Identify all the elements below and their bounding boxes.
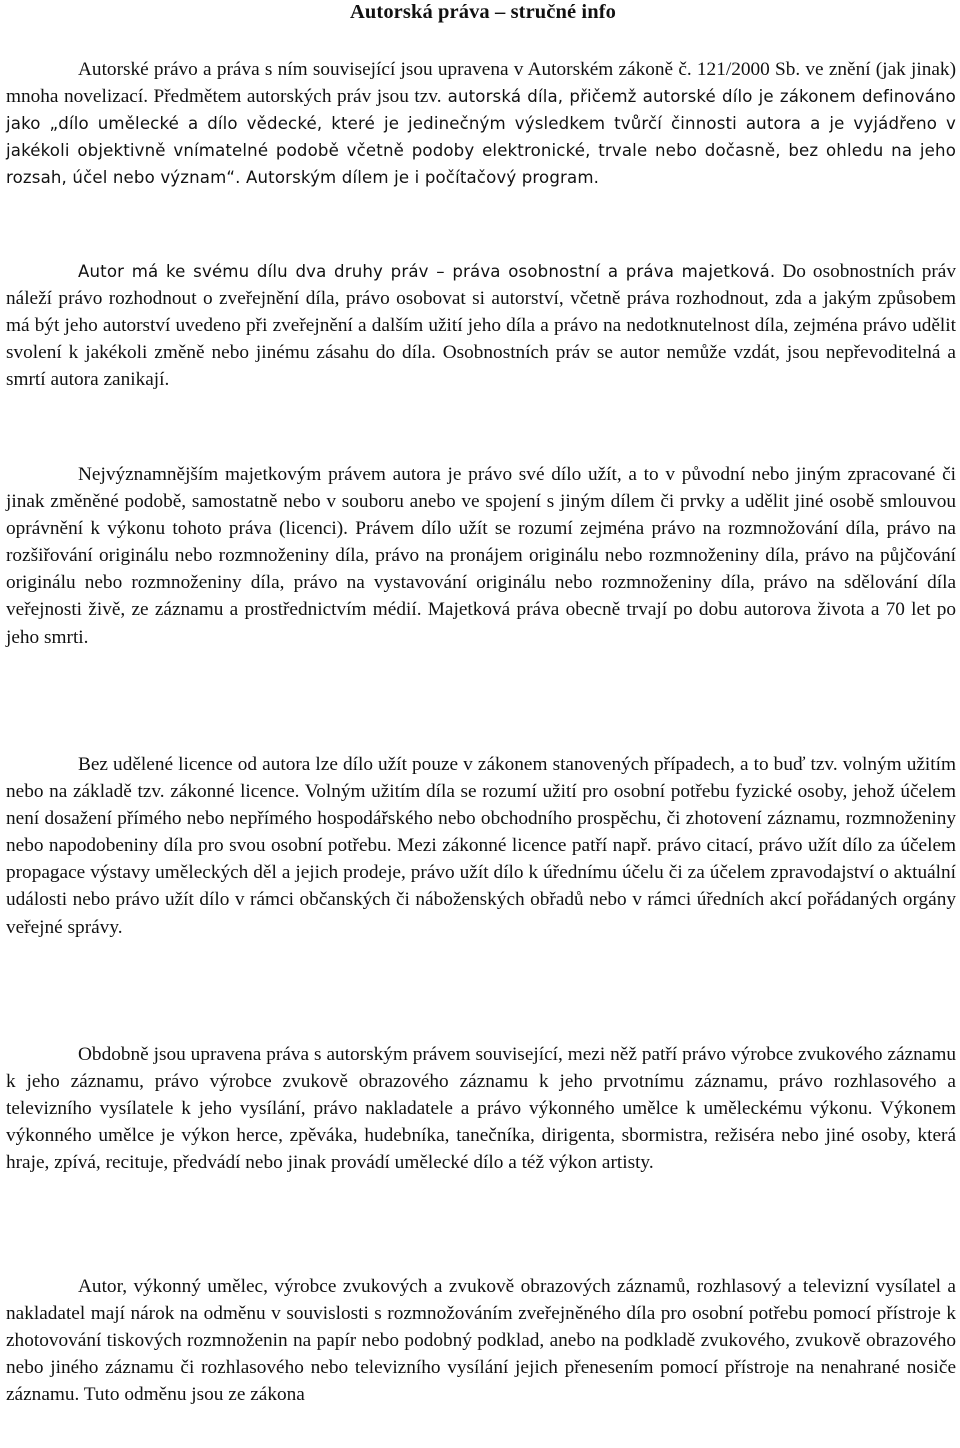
paragraph-free-use: Bez udělené licence od autora lze dílo užít pouze v zákonem stanovených případech, a to buď tzv. volným užitím nebo na základě tzv. zákonné licence. Volným užitím díla se rozumí užití pro osobní potřebu fyzické osoby, jehož účelem není dosažení přímého nebo nepřímého hospodářského nebo obchodního prospěchu, či zhotovení záznamu, rozmnoženiny nebo napodobeniny díla pro svou osobní potřebu. Mezi zákonné licence patří např. právo citací, právo užít dílo za účelem propagace výstavy uměleckých děl a jejich prodeje, právo užít dílo k úřednímu účelu či za účelem zpravodajství o aktuální události nebo právo užít dílo v rámci občanských či náboženských obřadů nebo v rámci úředních akcí pořádaných orgány veřejné správy. <box>6 754 956 938</box>
paragraph-related-rights: Obdobně jsou upravena práva s autorským právem související, mezi něž patří právo výrobce zvukového záznamu k jeho záznamu, právo výrobce zvukově obrazového záznamu k jeho prvotnímu záznamu, právo rozhlasového a televizního vysílatele k jeho vysílání, právo nakladatele a právo výkonného umělce k uměleckému výkonu. Výkonem výkonného umělce je výkon herce, zpěváka, hudebníka, tanečníka, dirigenta, sbormistra, režiséra nebo jiné osoby, která hraje, zpívá, recituje, předvádí nebo jinak provádí umělecké dílo a též výkon artisty. <box>6 1044 956 1174</box>
paragraph-intro-text: Autorské právo a práva s ním související jsou upravena v Autorském zákoně č. 121/2000 Sb. ve znění (jak jinak) mnoha novelizací. Předmětem autorských práv jsou tzv. <box>6 59 956 108</box>
paragraph-rights-types <box>6 258 956 393</box>
paragraph-rights-types-lead: Autor má ke svému dílu dva druhy práv – práva osobnostní a práva majetková. <box>78 262 776 281</box>
paragraph-intro-definition: autorská díla, přičemž autorské dílo je zákonem definováno jako „dílo umělecké a dílo vědecké, které je jedinečným výsledkem tvůrčí činnosti autora a je vyjádřeno v jakékoli objektivně vnímatelné podobě včetně podoby elektronické, trvale nebo dočasně, bez ohledu na jeho rozsah, účel nebo význam“. Autorským dílem je i počítačový program. <box>6 87 956 188</box>
paragraph-rights-types-text: Do osobnostních práv náleží právo rozhodnout o zveřejnění díla, právo osobovat si autorství, včetně práva rozhodnout, zda a jakým způsobem má být jeho autorství uvedeno při zveřejnění a dalším užití jeho díla a právo na nedotknutelnost díla, zejména právo udělit svolení k jakékoli změně nebo jinému zásahu do díla. Osobnostních práv se autor nemůže vzdát, jsou nepřevoditelná a smrtí autora zanikají. <box>6 261 956 391</box>
document-page <box>6 0 956 1406</box>
paragraph-property-rights: Nejvýznamnějším majetkovým právem autora je právo své dílo užít, a to v původní nebo jiným zpracované či jinak změněné podobě, samostatně nebo v souboru anebo ve spojení s jiným dílem či prvky a udělit jiné osobě smlouvou oprávnění k výkonu tohoto práva (licenci). Právem dílo užít se rozumí zejména právo na rozmnožování díla, právo na rozšiřování originálu nebo rozmnoženiny díla, právo na pronájem originálu nebo rozmnoženiny díla, právo na půjčování originálu nebo rozmnoženiny díla, právo na vystavování originálu nebo rozmnoženiny díla, právo na sdělování díla veřejnosti živě, ze záznamu a prostřednictvím médií. Majetková práva obecně trvají po dobu autorova života a 70 let po jeho smrti. <box>6 464 956 648</box>
paragraph-remuneration: Autor, výkonný umělec, výrobce zvukových a zvukově obrazových záznamů, rozhlasový a televizní vysílatel a nakladatel mají nárok na odměnu v souvislosti s rozmnožováním zveřejněného díla pro osobní potřebu pomocí přístroje k zhotovování tiskových rozmnoženin na papír nebo podobný podklad, anebo na podkladě zvukového, zvukově obrazového nebo jiného záznamu či rozhlasového nebo televizního vysílání jejich přenesením pomocí přístroje na nenahrané nosiče záznamu. Tuto odměnu jsou ze zákona <box>6 1276 956 1406</box>
document-title: Autorská práva – stručné info <box>350 1 616 23</box>
paragraph-intro <box>6 56 956 191</box>
